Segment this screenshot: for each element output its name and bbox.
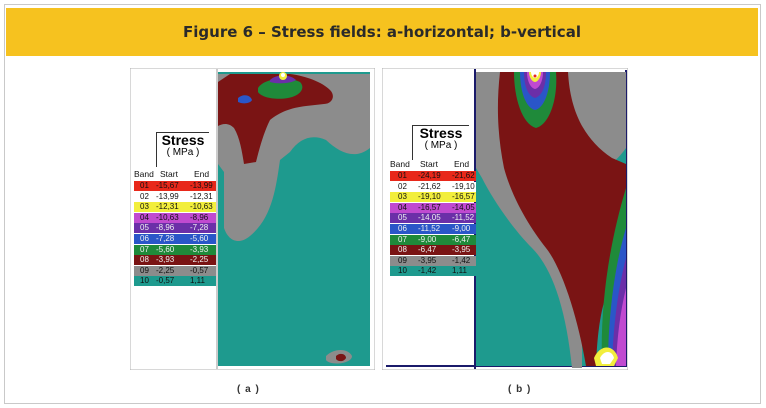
legend-band-end: -12,31 <box>190 191 213 201</box>
legend-band-end: -9,00 <box>452 224 471 233</box>
legend-band-row <box>390 245 476 255</box>
legend-band-row <box>390 266 476 276</box>
legend-band-start: -24,19 <box>418 171 441 180</box>
legend-band-band: 01 <box>140 181 149 190</box>
legend-band-end: -19,10 <box>452 181 475 191</box>
legend-band-start: -1,42 <box>418 266 437 276</box>
legend-title-box <box>156 132 209 167</box>
legend-band-row <box>134 213 216 223</box>
legend-header-end: End <box>454 159 470 169</box>
legend-band-end: -0,57 <box>190 265 209 275</box>
legend-band-end: -6,47 <box>452 234 471 244</box>
legend-band-band: 05 <box>140 223 149 233</box>
legend-band-start: -15,67 <box>156 181 179 190</box>
legend-header-band: Band <box>134 169 154 179</box>
legend-band-row <box>134 276 216 286</box>
legend-band-band: 03 <box>398 192 407 202</box>
legend-band-end: -3,95 <box>452 245 471 255</box>
legend-band-band: 08 <box>398 245 407 255</box>
legend-header <box>390 159 476 170</box>
legend-header-start: Start <box>160 169 178 179</box>
legend-b <box>382 68 477 370</box>
legend-band-band: 07 <box>140 244 149 254</box>
legend-band-start: -9,00 <box>418 234 437 244</box>
legend-band-start: -19,10 <box>418 192 441 202</box>
legend-band-row <box>134 255 216 265</box>
legend-band-band: 10 <box>398 266 407 276</box>
legend-header-end: End <box>194 169 210 179</box>
legend-band-start: -14,05 <box>418 213 441 223</box>
legend-band-band: 09 <box>140 265 149 275</box>
legend-band-row <box>134 266 216 276</box>
legend-band-start: -6,47 <box>418 245 437 255</box>
legend-band-band: 05 <box>398 213 407 223</box>
legend-band-band: 04 <box>140 212 149 222</box>
legend-band-row <box>390 213 476 223</box>
legend-band-start: -3,95 <box>418 255 437 265</box>
legend-band-band: 04 <box>398 202 407 212</box>
legend-band-end: -13,99 <box>190 181 213 190</box>
legend-header-band: Band <box>390 159 410 169</box>
legend-band-row <box>390 171 476 181</box>
legend-band-end: 1,11 <box>190 276 205 286</box>
legend-band-end: -11,52 <box>452 213 475 223</box>
legend-band-row <box>134 223 216 233</box>
legend-band-band: 08 <box>140 255 149 265</box>
legend-band-row <box>390 203 476 213</box>
figure-title-banner <box>6 8 758 56</box>
legend-band-start: -0,57 <box>156 276 175 286</box>
panel-a-caption: ( a ) <box>237 384 260 395</box>
legend-header-start: Start <box>420 159 438 169</box>
legend-band-end: -21,62 <box>452 171 475 180</box>
figure-title: Figure 6 – Stress fields: a-horizontal; b-vertical <box>183 23 581 41</box>
legend-band-start: -5,60 <box>156 244 175 254</box>
legend-band-end: -14,05 <box>452 202 475 212</box>
legend-band-start: -7,28 <box>156 234 175 243</box>
legend-band-band: 10 <box>140 276 149 286</box>
legend-band-end: -1,42 <box>452 255 471 265</box>
legend-band-band: 09 <box>398 255 407 265</box>
legend-band-end: -8,96 <box>190 212 209 222</box>
legend-band-start: -12,31 <box>156 202 179 212</box>
legend-unit: ( MPa ) <box>166 147 200 158</box>
legend-band-start: -11,52 <box>418 224 441 233</box>
panel-b <box>382 68 628 370</box>
legend-band-start: -8,96 <box>156 223 175 233</box>
legend-band-row <box>134 202 216 212</box>
legend-band-band: 02 <box>140 191 149 201</box>
legend-band-row <box>134 192 216 202</box>
legend-band-band: 06 <box>398 224 407 233</box>
legend-title-box <box>412 125 469 160</box>
legend-band-band: 03 <box>140 202 149 212</box>
legend-band-row <box>390 182 476 192</box>
legend-band-band: 02 <box>398 181 407 191</box>
panel-a <box>130 68 375 370</box>
legend-band-row <box>134 245 216 255</box>
legend-a <box>130 68 220 370</box>
legend-band-end: -3,93 <box>190 244 209 254</box>
legend-band-row <box>390 192 476 202</box>
legend-band-end: -2,25 <box>190 255 209 265</box>
legend-header <box>134 169 218 180</box>
legend-band-row <box>390 256 476 266</box>
legend-band-end: -7,28 <box>190 223 209 233</box>
legend-band-band: 01 <box>398 171 407 180</box>
legend-band-end: -5,60 <box>190 234 209 243</box>
legend-title: Stress <box>161 132 205 148</box>
legend-band-band: 07 <box>398 234 407 244</box>
legend-band-start: -13,99 <box>156 191 179 201</box>
legend-band-row <box>134 234 216 244</box>
legend-band-start: -2,25 <box>156 265 175 275</box>
legend-band-end: -16,57 <box>452 192 475 202</box>
legend-band-end: -10,63 <box>190 202 213 212</box>
legend-band-start: -3,93 <box>156 255 175 265</box>
legend-band-start: -16,57 <box>418 202 441 212</box>
legend-band-start: -10,63 <box>156 212 179 222</box>
legend-band-row <box>390 224 476 234</box>
legend-band-end: 1,11 <box>452 266 467 276</box>
legend-band-start: -21,62 <box>418 181 441 191</box>
legend-unit: ( MPa ) <box>424 140 458 151</box>
panel-b-caption: ( b ) <box>508 384 532 395</box>
legend-band-row <box>390 235 476 245</box>
legend-title: Stress <box>419 125 463 141</box>
legend-band-band: 06 <box>140 234 149 243</box>
legend-band-row <box>134 181 216 191</box>
